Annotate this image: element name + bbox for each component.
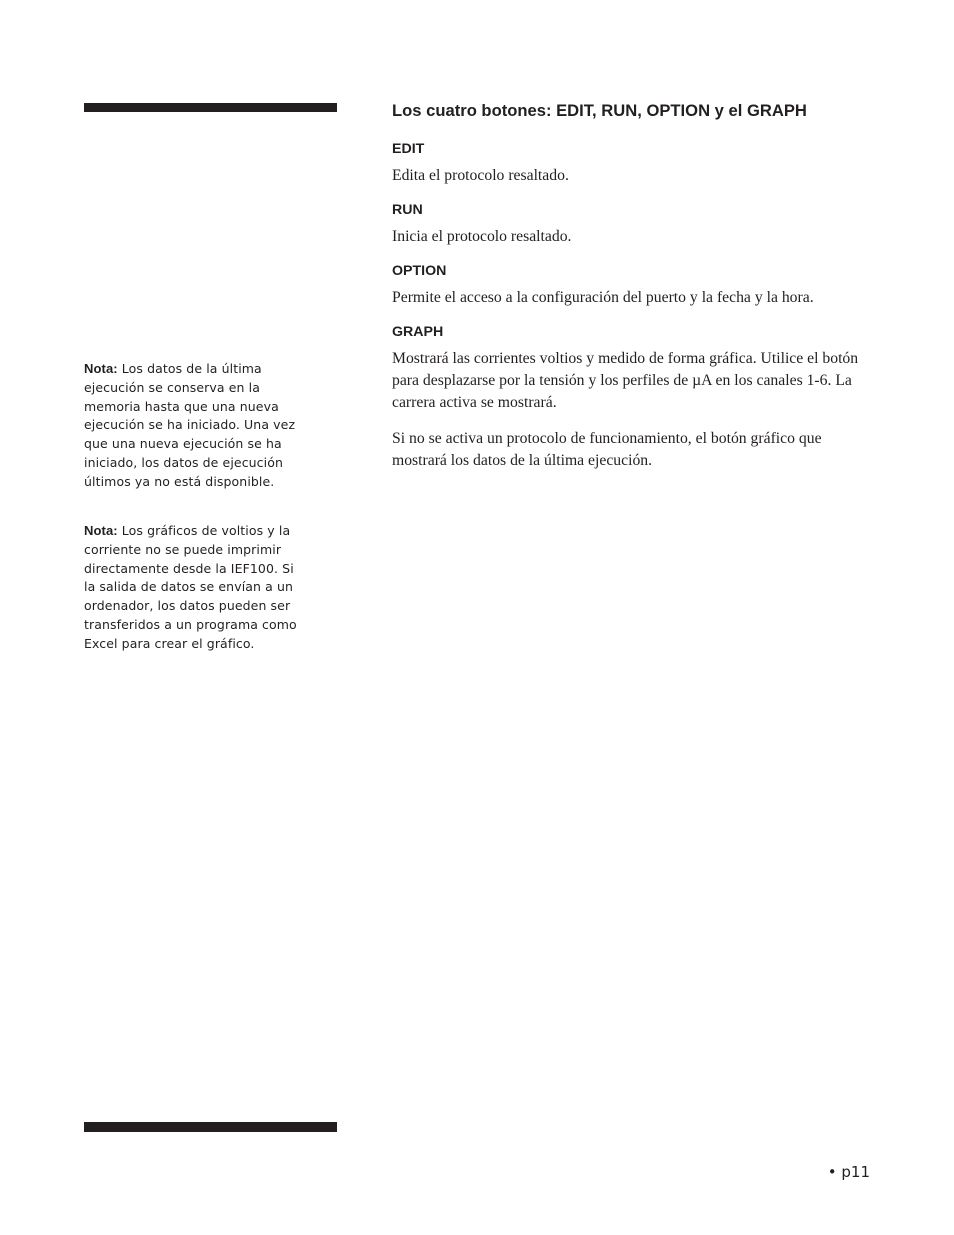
heading-run: RUN — [392, 202, 423, 218]
text-option: Permite el acceso a la configuración del puerto y la fecha y la hora. — [392, 289, 814, 306]
heading-edit: EDIT — [392, 141, 425, 157]
text-run: Inicia el protocolo resaltado. — [392, 228, 572, 245]
sidebar-note-last-run — [84, 360, 299, 492]
section-title: Los cuatro botones: EDIT, RUN, OPTION y el GRAPH — [392, 101, 807, 120]
note-text: Los datos de la última ejecución se conserva en la memoria hasta que una nueva ejecución se ha iniciado. Una vez que una nueva ejecución se ha iniciado, los datos de ejecución últimos ya no está disponible. — [84, 361, 296, 489]
heading-graph: GRAPH — [392, 324, 444, 340]
page-number: • p11 — [827, 1163, 870, 1181]
text-edit: Edita el protocolo resaltado. — [392, 167, 569, 184]
bottom-rule — [84, 1122, 337, 1132]
text-graph: Mostrará las corrientes voltios y medido de forma gráfica. Utilice el botón para desplazarse por la tensión y los perfiles de µA en los canales 1-6. La carrera activa se mostrará. — [392, 350, 859, 411]
heading-option: OPTION — [392, 263, 447, 279]
note-label: Nota: — [84, 523, 118, 538]
note-text: Los gráficos de voltios y la corriente no se puede imprimir directamente desde la IEF100. Si la salida de datos se envían a un ordenador, los datos pueden ser transferidos a un programa como Excel para crear el gráfico. — [84, 523, 297, 651]
main-content — [392, 100, 867, 486]
note-label: Nota: — [84, 361, 118, 376]
text-graph-extra: Si no se activa un protocolo de funcionamiento, el botón gráfico que mostrará los datos de la última ejecución. — [392, 430, 822, 469]
top-rule — [84, 103, 337, 112]
sidebar-note-graph-print — [84, 522, 299, 654]
